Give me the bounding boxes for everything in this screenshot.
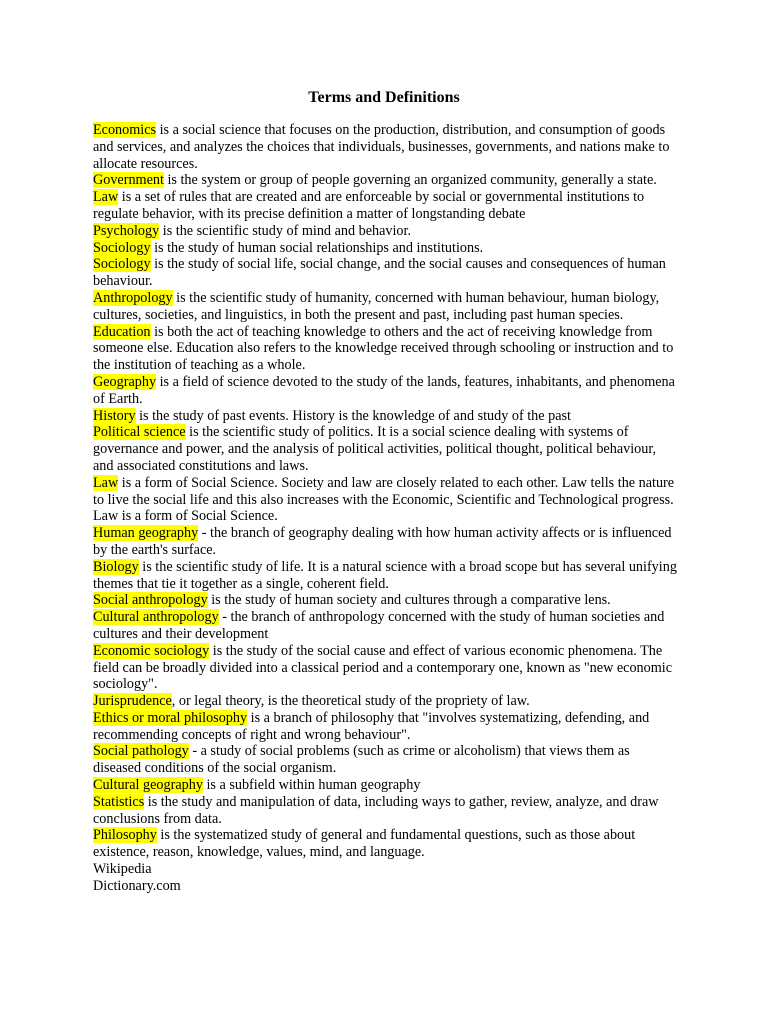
document-title: Terms and Definitions [308, 89, 460, 106]
definition-entry [93, 324, 677, 374]
definition-entry [93, 525, 677, 559]
highlighted-term: Social pathology [93, 743, 189, 760]
highlighted-term: Law [93, 474, 119, 491]
definitions-list [93, 122, 677, 895]
highlighted-term: Cultural geography [93, 777, 203, 794]
definition-text: is the scientific study of politics. It is a social science dealing with systems of governance and power, and the analysis of political activities, political thought, political behaviour, and associated constitutions and laws. [93, 424, 657, 474]
highlighted-term: Economics [93, 122, 157, 138]
definition-entry [93, 777, 677, 794]
definition-text: is a set of rules that are created and are enforceable by social or governmental institutions to regulate behavior, with its precise definition a matter of longstanding debate [93, 189, 645, 222]
definition-entry [93, 256, 677, 290]
source-wikipedia: Wikipedia [93, 861, 152, 878]
definition-entry [93, 743, 677, 777]
definition-text: is a field of science devoted to the study of the lands, features, inhabitants, and phenomena of Earth. [93, 373, 675, 407]
definition-entry [93, 189, 677, 223]
highlighted-term: Cultural anthropology [93, 609, 219, 626]
definition-text: is a form of Social Science. Society and law are closely related to each other. Law tells the nature to live the social life and this also increases with the Economic, Scientific and Technological progress. Law is a form of Social Science. [93, 474, 675, 525]
highlighted-term: Anthropology [93, 289, 173, 306]
definition-entry [93, 794, 677, 828]
definition-entry [93, 592, 677, 609]
highlighted-term: Sociology [93, 256, 151, 273]
definition-entry [93, 643, 677, 693]
definition-text: is a subfield within human geography [202, 777, 421, 794]
definition-entry [93, 693, 677, 710]
definition-text: is the scientific study of life. It is a natural science with a broad scope but has several unifying themes that tie it together as a single, coherent field. [93, 558, 677, 592]
definition-entry [93, 710, 677, 744]
definition-text: - a study of social problems (such as crime or alcoholism) that views them as diseased conditions of the social organism. [93, 743, 630, 777]
definition-entry [93, 475, 677, 525]
highlighted-term: Human geography [93, 525, 199, 542]
definition-text: is the systematized study of general and fundamental questions, such as those about existence, reason, knowledge, values, mind, and language. [93, 827, 636, 861]
definition-entry [93, 374, 677, 408]
highlighted-term: History [93, 407, 136, 424]
highlighted-term: Law [93, 189, 119, 206]
definition-text: is a branch of philosophy that "involves systematizing, defending, and recommending concepts of right and wrong behaviour". [93, 709, 650, 743]
highlighted-term: Philosophy [93, 827, 157, 844]
highlighted-term: Psychology [93, 222, 160, 239]
definition-text: , or legal theory, is the theoretical study of the propriety of law. [171, 693, 530, 710]
definition-text: is the study of social life, social change, and the social causes and consequences of human behaviour. [93, 256, 666, 290]
highlighted-term: Political science [93, 424, 186, 441]
definition-entry [93, 122, 677, 172]
definition-entry [93, 609, 677, 643]
definition-text: is the study and manipulation of data, including ways to gather, review, analyze, and draw conclusions from data. [93, 793, 659, 827]
definition-text: is the study of human society and cultures through a comparative lens. [207, 592, 611, 609]
definition-text: is both the act of teaching knowledge to others and the act of receiving knowledge from someone else. Education also refers to the knowledge received through schooling or instruction and to the institution of teaching as a whole. [93, 323, 674, 374]
highlighted-term: Sociology [93, 239, 151, 256]
highlighted-term: Ethics or moral philosophy [93, 709, 248, 726]
definition-entry [93, 223, 677, 240]
definition-text: is the study of the social cause and effect of various economic phenomena. The field can be broadly divided into a classical period and a contemporary one, known as "new economic sociology". [93, 642, 673, 693]
highlighted-term: Statistics [93, 793, 145, 810]
definition-text: is the system or group of people governing an organized community, generally a state. [163, 172, 657, 189]
highlighted-term: Jurisprudence [93, 693, 172, 710]
definition-text: - the branch of anthropology concerned with the study of human societies and cultures and their development [93, 609, 665, 642]
definition-text: is the scientific study of mind and behavior. [159, 222, 411, 239]
highlighted-term: Government [93, 172, 164, 189]
source-dictionary: Dictionary.com [93, 877, 181, 894]
highlighted-term: Education [93, 323, 151, 340]
highlighted-term: Biology [93, 558, 139, 575]
definition-entry [93, 424, 677, 474]
definition-entry [93, 290, 677, 324]
definition-text: is a social science that focuses on the production, distribution, and consumption of goods and services, and analyzes the choices that individuals, businesses, governments, and nations make to allocate resources. [93, 122, 670, 172]
definition-entry [93, 172, 677, 189]
highlighted-term: Economic sociology [93, 642, 210, 659]
definition-entry [93, 240, 677, 257]
definition-text: is the scientific study of humanity, concerned with human behaviour, human biology, cultures, societies, and linguistics, in both the present and past, including past human species. [93, 289, 660, 323]
highlighted-term: Social anthropology [93, 592, 208, 609]
definition-entry [93, 827, 677, 861]
definition-text: - the branch of geography dealing with how human activity affects or is influenced by the earth's surface. [93, 525, 672, 558]
definition-entry [93, 559, 677, 593]
definition-entry [93, 408, 677, 425]
definition-text: is the study of past events. History is the knowledge of and study of the past [135, 407, 571, 424]
highlighted-term: Geography [93, 373, 157, 390]
definition-text: is the study of human social relationships and institutions. [150, 239, 484, 256]
